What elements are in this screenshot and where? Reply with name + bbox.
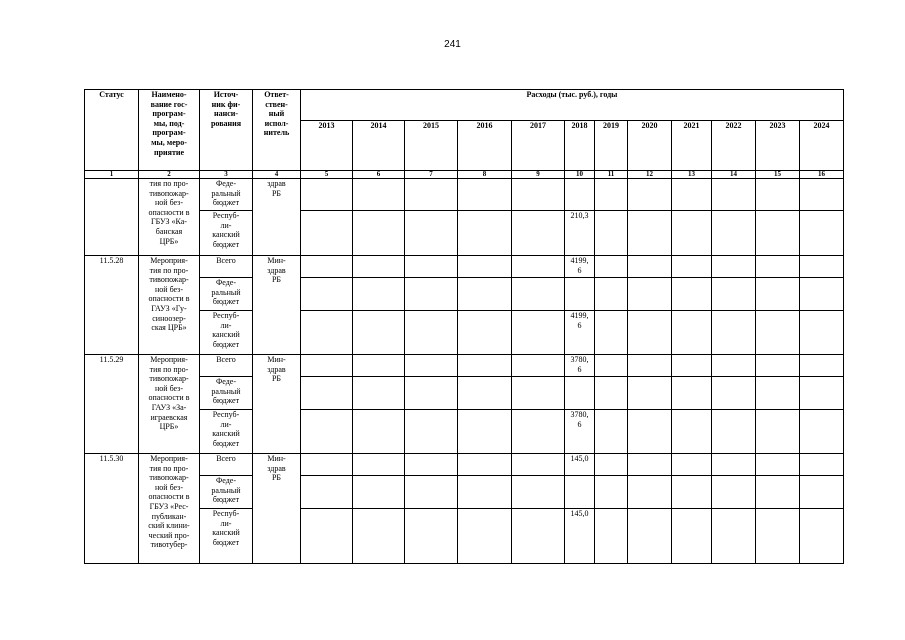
- measure-name-cell: тия по про- тивопожар- ной без- опасности в ГБУЗ «Ка- банская ЦРБ»: [139, 179, 200, 256]
- expense-cell-2020: [628, 179, 672, 211]
- expense-cell-2022: [712, 410, 756, 454]
- expense-cell-2015: [405, 410, 458, 454]
- funding-source-cell: Феде- ральный бюджет: [200, 377, 253, 410]
- column-number: 2: [139, 171, 200, 179]
- expense-cell-2018: [565, 476, 595, 509]
- expense-cell-2017: [512, 179, 565, 211]
- expense-cell-2015: [405, 278, 458, 311]
- expense-cell-2014: [353, 355, 405, 377]
- funding-source-cell: Всего: [200, 355, 253, 377]
- expense-cell-2021: [672, 454, 712, 476]
- expense-cell-2024: [800, 476, 844, 509]
- year-header: 2024: [800, 121, 844, 171]
- expense-cell-2019: [595, 311, 628, 355]
- expense-cell-2021: [672, 509, 712, 564]
- expense-cell-2022: [712, 211, 756, 256]
- expense-cell-2015: [405, 211, 458, 256]
- table-row: [85, 179, 844, 211]
- header-status: Статус: [85, 90, 139, 171]
- column-number: 4: [253, 171, 301, 179]
- expense-cell-2013: [301, 410, 353, 454]
- expense-cell-2018: 3780, 6: [565, 355, 595, 377]
- expense-cell-2014: [353, 211, 405, 256]
- funding-source-cell: Феде- ральный бюджет: [200, 476, 253, 509]
- expense-cell-2015: [405, 179, 458, 211]
- expense-cell-2023: [756, 256, 800, 278]
- expense-cell-2016: [458, 476, 512, 509]
- expense-cell-2021: [672, 179, 712, 211]
- status-cell: [85, 179, 139, 256]
- year-header: 2014: [353, 121, 405, 171]
- expense-cell-2020: [628, 355, 672, 377]
- column-number: 6: [353, 171, 405, 179]
- expense-cell-2014: [353, 454, 405, 476]
- expense-cell-2024: [800, 179, 844, 211]
- expense-cell-2015: [405, 454, 458, 476]
- header-expenses: Расходы (тыс. руб.), годы: [301, 90, 844, 121]
- expense-cell-2013: [301, 278, 353, 311]
- expense-cell-2013: [301, 179, 353, 211]
- expense-cell-2022: [712, 476, 756, 509]
- expense-cell-2024: [800, 355, 844, 377]
- expense-cell-2023: [756, 410, 800, 454]
- expense-cell-2020: [628, 509, 672, 564]
- expense-cell-2024: [800, 256, 844, 278]
- expense-cell-2019: [595, 278, 628, 311]
- expense-cell-2017: [512, 509, 565, 564]
- expense-cell-2016: [458, 311, 512, 355]
- expense-cell-2021: [672, 278, 712, 311]
- expense-cell-2016: [458, 355, 512, 377]
- expense-cell-2016: [458, 256, 512, 278]
- expense-cell-2023: [756, 454, 800, 476]
- expense-cell-2023: [756, 476, 800, 509]
- expense-cell-2018: [565, 179, 595, 211]
- status-cell: 11.5.29: [85, 355, 139, 454]
- column-number: 8: [458, 171, 512, 179]
- header-executor: Ответ- ствен- ный испол- нитель: [253, 90, 301, 171]
- expense-cell-2022: [712, 355, 756, 377]
- expense-cell-2022: [712, 278, 756, 311]
- column-number: 3: [200, 171, 253, 179]
- expense-cell-2015: [405, 256, 458, 278]
- expense-cell-2015: [405, 509, 458, 564]
- expense-cell-2014: [353, 476, 405, 509]
- budget-table: [84, 89, 844, 564]
- expense-cell-2021: [672, 377, 712, 410]
- column-number: 15: [756, 171, 800, 179]
- year-header: 2021: [672, 121, 712, 171]
- column-number: 10: [565, 171, 595, 179]
- expense-cell-2013: [301, 377, 353, 410]
- expense-cell-2016: [458, 509, 512, 564]
- expense-cell-2019: [595, 377, 628, 410]
- year-header: 2020: [628, 121, 672, 171]
- expense-cell-2018: 145,0: [565, 509, 595, 564]
- header-source: Источ- ник фи- нанси- рования: [200, 90, 253, 171]
- table-row: [85, 355, 844, 377]
- expense-cell-2017: [512, 278, 565, 311]
- expense-cell-2014: [353, 410, 405, 454]
- expense-cell-2024: [800, 377, 844, 410]
- column-number: 11: [595, 171, 628, 179]
- expense-cell-2023: [756, 278, 800, 311]
- expense-cell-2016: [458, 454, 512, 476]
- expense-cell-2014: [353, 278, 405, 311]
- expense-cell-2017: [512, 211, 565, 256]
- expense-cell-2022: [712, 509, 756, 564]
- year-header: 2013: [301, 121, 353, 171]
- expense-cell-2021: [672, 410, 712, 454]
- expense-cell-2017: [512, 311, 565, 355]
- expense-cell-2013: [301, 211, 353, 256]
- funding-source-cell: Всего: [200, 454, 253, 476]
- funding-source-cell: Феде- ральный бюджет: [200, 278, 253, 311]
- expense-cell-2018: 145,0: [565, 454, 595, 476]
- funding-source-cell: Феде- ральный бюджет: [200, 179, 253, 211]
- expense-cell-2014: [353, 256, 405, 278]
- expense-cell-2024: [800, 410, 844, 454]
- header-name: Наимено- вание гос- програм- мы, под- програм- мы, меро- приятие: [139, 90, 200, 171]
- year-header: 2019: [595, 121, 628, 171]
- expense-cell-2014: [353, 509, 405, 564]
- expense-cell-2013: [301, 476, 353, 509]
- measure-name-cell: Мероприя- тия по про- тивопожар- ной без- опасности в ГАУЗ «Гу- синоозер- ская ЦРБ»: [139, 256, 200, 355]
- expense-cell-2015: [405, 377, 458, 410]
- expense-cell-2014: [353, 377, 405, 410]
- expense-cell-2023: [756, 211, 800, 256]
- year-header: 2015: [405, 121, 458, 171]
- table-row: [85, 454, 844, 476]
- funding-source-cell: Респуб- ли- канский бюджет: [200, 311, 253, 355]
- expense-cell-2023: [756, 377, 800, 410]
- executor-cell: Мин- здрав РБ: [253, 355, 301, 454]
- expense-cell-2022: [712, 454, 756, 476]
- column-number: 14: [712, 171, 756, 179]
- expense-cell-2023: [756, 311, 800, 355]
- expense-cell-2020: [628, 476, 672, 509]
- funding-source-cell: Респуб- ли- канский бюджет: [200, 410, 253, 454]
- expense-cell-2023: [756, 509, 800, 564]
- expense-cell-2013: [301, 256, 353, 278]
- expense-cell-2023: [756, 179, 800, 211]
- expense-cell-2015: [405, 355, 458, 377]
- expense-cell-2019: [595, 476, 628, 509]
- year-header: 2017: [512, 121, 565, 171]
- measure-name-cell: Мероприя- тия по про- тивопожар- ной без- опасности в ГАУЗ «За- играевская ЦРБ»: [139, 355, 200, 454]
- year-header: 2022: [712, 121, 756, 171]
- column-number: 5: [301, 171, 353, 179]
- expense-cell-2019: [595, 509, 628, 564]
- expense-cell-2014: [353, 179, 405, 211]
- expense-cell-2022: [712, 179, 756, 211]
- page-number: 241: [444, 39, 461, 50]
- expense-cell-2017: [512, 256, 565, 278]
- expense-cell-2018: 4199, 6: [565, 311, 595, 355]
- expense-cell-2015: [405, 311, 458, 355]
- expense-cell-2016: [458, 377, 512, 410]
- expense-cell-2020: [628, 211, 672, 256]
- expense-cell-2022: [712, 311, 756, 355]
- year-header: 2016: [458, 121, 512, 171]
- column-number-row: [85, 171, 844, 179]
- expense-cell-2017: [512, 355, 565, 377]
- expense-cell-2016: [458, 211, 512, 256]
- table-body: [85, 179, 844, 564]
- expense-cell-2024: [800, 454, 844, 476]
- expense-cell-2019: [595, 454, 628, 476]
- expense-cell-2019: [595, 256, 628, 278]
- expense-cell-2021: [672, 476, 712, 509]
- expense-cell-2022: [712, 256, 756, 278]
- expense-cell-2013: [301, 509, 353, 564]
- expense-cell-2023: [756, 355, 800, 377]
- status-cell: 11.5.28: [85, 256, 139, 355]
- expense-cell-2013: [301, 355, 353, 377]
- expense-cell-2017: [512, 410, 565, 454]
- column-number: 9: [512, 171, 565, 179]
- funding-source-cell: Всего: [200, 256, 253, 278]
- expense-cell-2015: [405, 476, 458, 509]
- expense-cell-2020: [628, 377, 672, 410]
- year-header: 2018: [565, 121, 595, 171]
- column-number: 13: [672, 171, 712, 179]
- year-header: 2023: [756, 121, 800, 171]
- expense-cell-2020: [628, 410, 672, 454]
- status-cell: 11.5.30: [85, 454, 139, 564]
- column-number: 7: [405, 171, 458, 179]
- expense-cell-2020: [628, 454, 672, 476]
- funding-source-cell: Респуб- ли- канский бюджет: [200, 211, 253, 256]
- expense-cell-2016: [458, 410, 512, 454]
- expense-cell-2017: [512, 454, 565, 476]
- expense-cell-2014: [353, 311, 405, 355]
- expense-cell-2020: [628, 278, 672, 311]
- column-number: 12: [628, 171, 672, 179]
- expense-cell-2013: [301, 311, 353, 355]
- expense-cell-2024: [800, 211, 844, 256]
- expense-cell-2018: [565, 278, 595, 311]
- expense-cell-2018: 210,3: [565, 211, 595, 256]
- executor-cell: Мин- здрав РБ: [253, 454, 301, 564]
- expense-cell-2017: [512, 476, 565, 509]
- expense-cell-2024: [800, 278, 844, 311]
- column-number: 16: [800, 171, 844, 179]
- expense-cell-2013: [301, 454, 353, 476]
- column-number: 1: [85, 171, 139, 179]
- expense-cell-2021: [672, 311, 712, 355]
- expense-cell-2020: [628, 256, 672, 278]
- funding-source-cell: Респуб- ли- канский бюджет: [200, 509, 253, 564]
- table-row: [85, 256, 844, 278]
- expense-cell-2016: [458, 278, 512, 311]
- expense-cell-2020: [628, 311, 672, 355]
- expense-cell-2024: [800, 311, 844, 355]
- executor-cell: Мин- здрав РБ: [253, 256, 301, 355]
- expense-cell-2018: 4199, 6: [565, 256, 595, 278]
- measure-name-cell: Мероприя- тия по про- тивопожар- ной без- опасности в ГБУЗ «Рес- публикан- ский клини- ческий про- тивотубер-: [139, 454, 200, 564]
- expense-cell-2022: [712, 377, 756, 410]
- expense-cell-2019: [595, 410, 628, 454]
- expense-cell-2021: [672, 211, 712, 256]
- expense-cell-2021: [672, 355, 712, 377]
- expense-cell-2024: [800, 509, 844, 564]
- expense-cell-2018: [565, 377, 595, 410]
- expense-cell-2021: [672, 256, 712, 278]
- expense-cell-2019: [595, 211, 628, 256]
- expense-cell-2019: [595, 355, 628, 377]
- executor-cell: здрав РБ: [253, 179, 301, 256]
- expense-cell-2019: [595, 179, 628, 211]
- expense-cell-2016: [458, 179, 512, 211]
- expense-cell-2017: [512, 377, 565, 410]
- expense-cell-2018: 3780, 6: [565, 410, 595, 454]
